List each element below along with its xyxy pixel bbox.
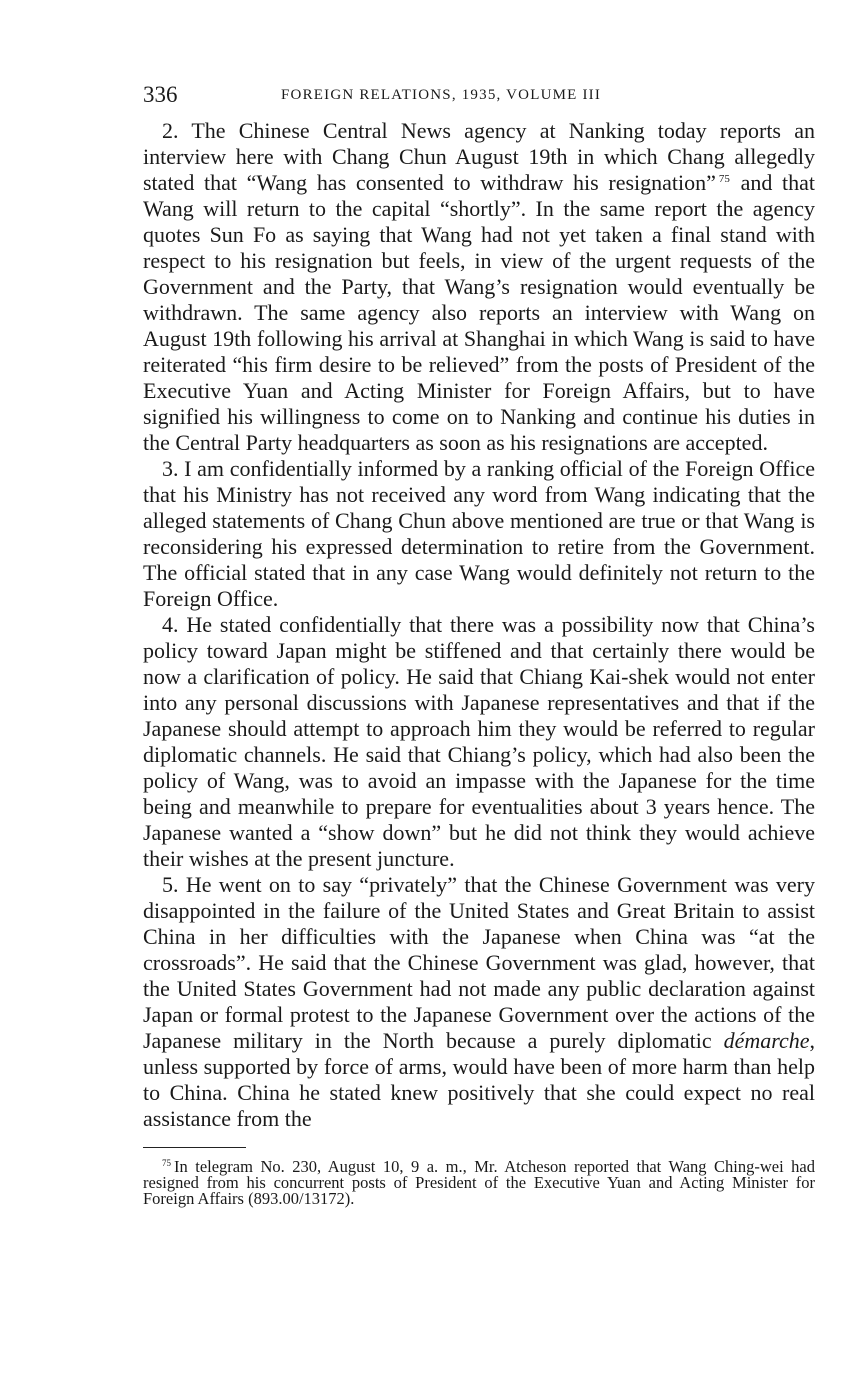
paragraph-2-text-b: and that Wang will return to the capital “shortly”. In the same report the agency quotes Sun Fo as saying that Wang had not yet taken a final stand with respect to his resignation but feels, in view of the urgent requests of the Government and the Party, that Wang’s resignation would eventually be withdrawn. The same agency also reports an interview with Wang on August 19th following his arrival at Shanghai in which Wang is said to have reiterated “his firm desire to be relieved” from the posts of President of the Executive Yuan and Acting Minister for Foreign Affairs, but to have signified his willingness to come on to Nanking and continue his duties in the Central Party headquarters as soon as his resignations are accepted. <box>143 170 815 455</box>
document-page <box>143 78 815 1207</box>
footnote-text: In telegram No. 230, August 10, 9 a. m., Mr. Atcheson reported that Wang Ching-wei had resigned from his concurrent posts of President of the Executive Yuan and Acting Minister for Foreign Affairs (893.00/13172). <box>143 1157 815 1208</box>
footnote-marker: 75 <box>162 1158 171 1168</box>
paragraph-2 <box>143 118 815 456</box>
page-header <box>143 78 815 112</box>
paragraph-4: 4. He stated confidentially that there was a possibility now that China’s policy toward Japan might be stiffened and that certainly there would be now a clarification of policy. He said that Chiang Kai-shek would not enter into any personal discussions with Japanese representatives and that if the Japanese should attempt to approach him they would be referred to regular diplomatic channels. He said that Chiang’s policy, which had also been the policy of Wang, was to avoid an impasse with the Japanese for the time being and meanwhile to prepare for eventualities about 3 years hence. The Japanese wanted a “show down” but he did not think they would achieve their wishes at the present juncture. <box>143 612 815 871</box>
footnote-reference: 75 <box>718 173 730 185</box>
paragraph-5 <box>143 872 815 1132</box>
footnote <box>143 1159 815 1207</box>
paragraph-3: 3. I am confidentially informed by a ranking official of the Foreign Office that his Ministry has not received any word from Wang indicating that the alleged statements of Chang Chun above mentioned are true or that Wang is reconsidering his expressed determination to retire from the Government. The official stated that in any case Wang would definitely not return to the Foreign Office. <box>143 456 815 611</box>
footnote-divider <box>143 1147 246 1148</box>
italic-term: démarche <box>723 1028 810 1053</box>
paragraph-2-text-a: 2. The Chinese Central News agency at Nanking today reports an interview here with Chang Chun August 19th in which Chang allegedly stated that “Wang has consented to withdraw his resignation” <box>143 118 815 195</box>
body-text <box>143 118 815 1132</box>
paragraph-5-text-a: 5. He went on to say “privately” that the Chinese Government was very disappointed in the failure of the United States and Great Britain to assist China in her difficulties with the Japanese when China was “at the crossroads”. He said that the Chinese Government was glad, however, that the United States Government had not made any public declaration against Japan or formal protest to the Japanese Government over the actions of the Japanese military in the North because a purely diplomatic <box>143 872 815 1053</box>
page-number: 336 <box>143 82 178 107</box>
running-head: FOREIGN RELATIONS, 1935, VOLUME III <box>281 87 602 103</box>
paragraph-5-text-b: , unless supported by force of arms, would have been of more harm than help to China. China he stated knew positively that she could expect no real assistance from the <box>143 1028 816 1131</box>
